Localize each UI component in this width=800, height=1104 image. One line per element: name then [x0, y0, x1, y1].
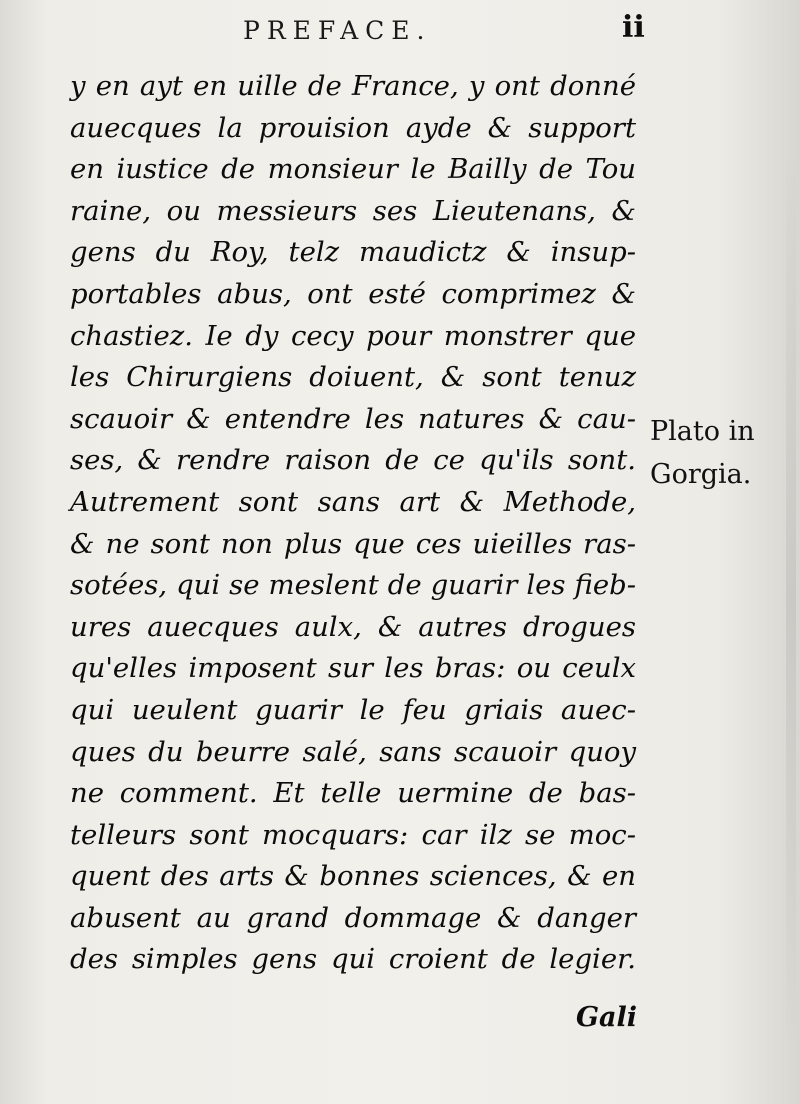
text-line: qui ueulent guarir le feu griais auec-	[70, 693, 636, 726]
text-line: qu'elles imposent sur les bras: ou ceulx	[70, 652, 636, 685]
text-line: portables abus, ont esté comprimez &	[70, 277, 636, 310]
text-line: y en ayt en uille de France, y ont donné	[70, 70, 636, 102]
text-line: telleurs sont mocquars: car ilz se moc-	[70, 818, 636, 851]
text-line: auecques la prouision ayde & support	[70, 111, 636, 144]
margin-note-line: Plato in	[650, 416, 755, 447]
text-line: quent des arts & bonnes sciences, & en	[70, 860, 636, 893]
text-line: & ne sont non plus que ces uieilles ras-	[70, 527, 636, 560]
text-line: abusent au grand dommage & danger	[70, 901, 636, 934]
folio: ii	[622, 10, 645, 45]
text-line: ures auecques aulx, & autres drogues	[70, 610, 636, 643]
text-line: les Chirurgiens doiuent, & sont tenuz	[70, 361, 636, 394]
page-edge-shadow	[786, 150, 796, 1050]
text-line: raine, ou messieurs ses Lieutenans, &	[70, 194, 636, 227]
running-head: PREFACE.	[243, 16, 432, 45]
margin-note	[650, 410, 795, 496]
text-line: ne comment. Et telle uermine de bas-	[70, 777, 636, 810]
text-line: gens du Roy, telz maudictz & insup-	[70, 236, 636, 269]
text-line: sotées, qui se meslent de guarir les fieb-	[70, 569, 636, 602]
text-line: ses, & rendre raison de ce qu'ils sont.	[70, 444, 636, 477]
catchword: Gali	[576, 1002, 638, 1033]
text-line: Autrement sont sans art & Methode,	[70, 485, 636, 518]
text-line: ques du beurre salé, sans scauoir quoy	[70, 735, 636, 768]
text-line: des simples gens qui croient de legier.	[70, 943, 636, 976]
page-header	[0, 10, 800, 54]
text-line: chastiez. Ie dy cecy pour monstrer que	[70, 319, 636, 352]
text-line: en iustice de monsieur le Bailly de Tou	[70, 153, 636, 186]
text-line: scauoir & entendre les natures & cau-	[70, 402, 636, 435]
margin-note-line: Gorgia.	[650, 459, 752, 490]
body-text	[70, 66, 636, 981]
